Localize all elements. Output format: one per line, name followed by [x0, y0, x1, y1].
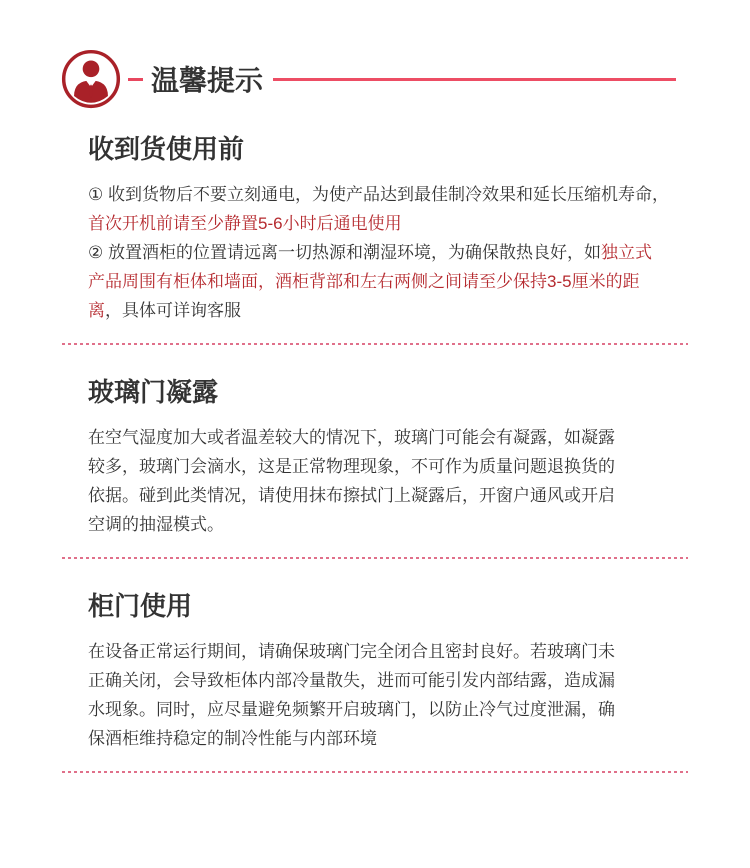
section-before-use [0, 132, 750, 345]
text-segment: ① 收到货物后不要立刻通电，为使产品达到最佳制冷效果和延长压缩机寿命， [88, 185, 669, 204]
header-rule-line [273, 78, 676, 81]
text-segment: 空调的抽湿模式。 [88, 515, 224, 534]
highlighted-text-segment: 独立式 [600, 243, 652, 262]
text-segment: 正确关闭，会导致柜体内部冷量散失，进而可能引发内部结露，造成漏 [88, 671, 615, 690]
text-line [88, 666, 670, 695]
text-line [88, 423, 670, 452]
page-title: 温馨提示 [151, 65, 264, 96]
text-segment: 在设备正常运行期间，请确保玻璃门完全闭合且密封良好。若玻璃门未 [88, 642, 615, 661]
text-line [88, 180, 670, 209]
section-heading: 收到货使用前 [88, 134, 245, 164]
section-glass-door-condensation [0, 375, 750, 559]
text-line [88, 481, 670, 510]
dashed-divider [62, 771, 688, 773]
text-line [88, 510, 670, 539]
dashed-divider [62, 557, 688, 559]
text-line [88, 724, 670, 753]
text-line [88, 238, 670, 267]
highlighted-text-segment: 产品周围有柜体和墙面，酒柜背部和左右两侧之间请至少保持3-5厘米的距 [88, 272, 640, 291]
text-segment: 较多，玻璃门会滴水，这是正常物理现象，不可作为质量问题退换货的 [88, 457, 615, 476]
title-connector-dash [128, 78, 143, 81]
person-icon [60, 48, 122, 110]
header [0, 0, 750, 110]
dashed-divider [62, 343, 688, 345]
paragraph-condensation [88, 423, 670, 539]
text-segment: ，具体可详询客服 [105, 301, 241, 320]
text-segment: 在空气湿度加大或者温差较大的情况下，玻璃门可能会有凝露，如凝露 [88, 428, 615, 447]
section-heading: 玻璃门凝露 [88, 377, 219, 407]
text-segment: 依据。碰到此类情况，请使用抹布擦拭门上凝露后，开窗户通风或开启 [88, 486, 615, 505]
highlighted-text-segment: 离 [88, 301, 105, 320]
paragraph-placement [88, 238, 670, 325]
text-segment: ② 放置酒柜的位置请远离一切热源和潮湿环境，为确保散热良好，如 [88, 243, 601, 262]
text-line [88, 452, 670, 481]
text-line [88, 296, 670, 325]
section-cabinet-door-use [0, 589, 750, 773]
highlighted-text-segment: 首次开机前请至少静置5-6小时后通电使用 [88, 214, 402, 233]
section-heading: 柜门使用 [88, 591, 193, 621]
paragraph-power-on [88, 180, 670, 238]
text-segment: 水现象。同时，应尽量避免频繁开启玻璃门，以防止冷气过度泄漏，确 [88, 700, 615, 719]
text-line [88, 267, 670, 296]
paragraph-door-use [88, 637, 670, 753]
text-line [88, 637, 670, 666]
text-line [88, 695, 670, 724]
text-line [88, 209, 670, 238]
text-segment: 保酒柜维持稳定的制冷性能与内部环境 [88, 729, 377, 748]
